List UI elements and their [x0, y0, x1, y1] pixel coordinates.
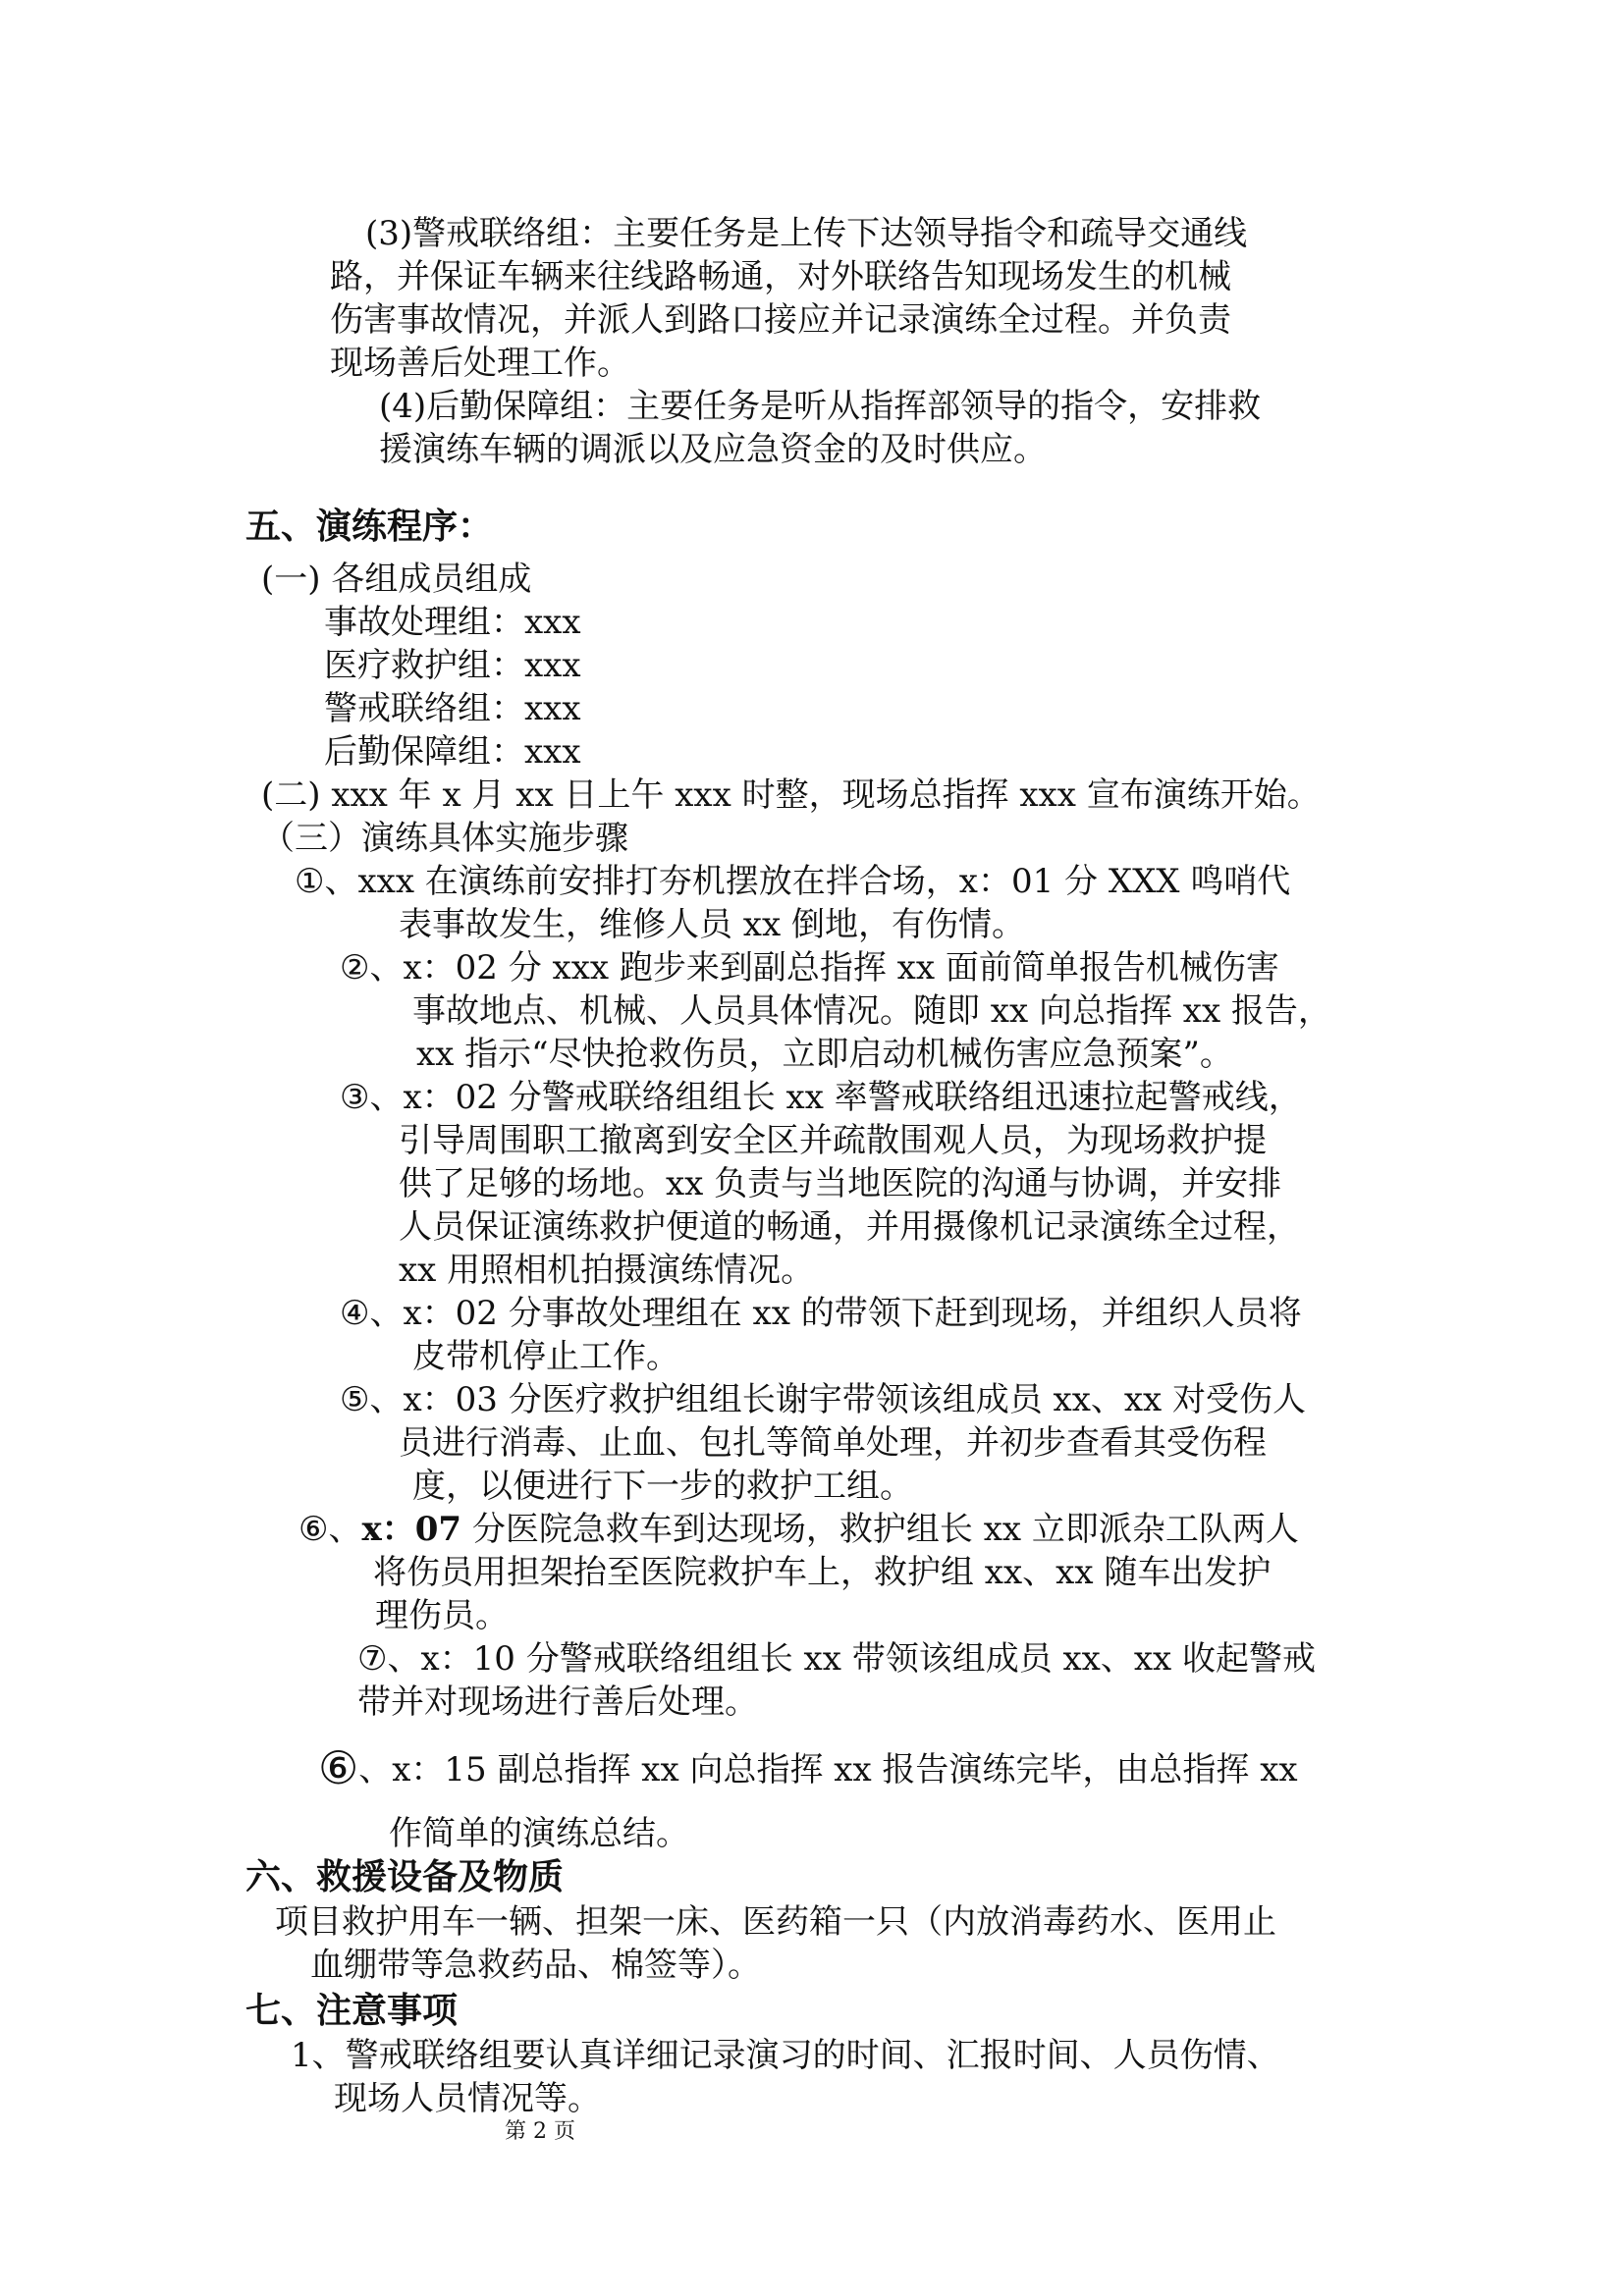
step-7-line-2: 带并对现场进行善后处理。	[357, 1682, 758, 1722]
step-5-line-2: 员进行消毒、止血、包扎等简单处理，并初步查看其受伤程	[399, 1423, 1267, 1463]
section-7-heading: 七、注意事项	[245, 1991, 459, 2031]
section-7-item-1-line-1: 1、警戒联络组要认真详细记录演习的时间、汇报时间、人员伤情、	[291, 2036, 1280, 2075]
section-6-heading: 六、救援设备及物质	[245, 1857, 565, 1897]
member-accident-group: 事故处理组：xxx	[324, 603, 581, 642]
step-6-line-1	[298, 1508, 1299, 1551]
step-8-line-1-rest: 、x：15 副总指挥 xx 向总指挥 xx 报告演练完毕，由总指挥 xx	[358, 1750, 1298, 1789]
section-7-item-1-line-2: 现场人员情况等。	[334, 2079, 601, 2118]
step-3-line-1: ③、x：02 分警戒联络组组长 xx 率警戒联络组迅速拉起警戒线，	[340, 1078, 1302, 1117]
logistics-group-line-2: 援演练车辆的调派以及应急资金的及时供应。	[379, 430, 1047, 469]
step-8-line-1	[318, 1743, 1298, 1794]
section-5-sub-2: (二) xxx 年 x 月 xx 日上午 xxx 时整，现场总指挥 xxx 宣布演练开始。	[261, 775, 1321, 815]
step-1-line-1: ①、xxx 在演练前安排打夯机摆放在拌合场，x：01 分 XXX 鸣哨代	[295, 862, 1291, 901]
step-7-line-1: ⑦、x：10 分警戒联络组组长 xx 带领该组成员 xx、xx 收起警戒	[357, 1639, 1317, 1679]
step-3-line-2: 引导周围职工撤离到安全区并疏散围观人员，为现场救护提	[399, 1121, 1267, 1160]
alert-group-line-3: 伤害事故情况，并派人到路口接应并记录演练全过程。并负责	[330, 300, 1231, 340]
member-alert-group: 警戒联络组：xxx	[324, 689, 581, 728]
alert-group-line-1: (3)警戒联络组：主要任务是上传下达领导指令和疏导交通线	[365, 214, 1248, 253]
section-6-line-1: 项目救护用车一辆、担架一床、医药箱一只（内放消毒药水、医用止	[275, 1902, 1276, 1942]
page-number: 第 2 页	[505, 2119, 575, 2144]
step-8-mark: ⑥	[318, 1741, 359, 1794]
step-6-time: x：07	[361, 1510, 462, 1549]
step-2-line-2: 事故地点、机械、人员具体情况。随即 xx 向总指挥 xx 报告，	[412, 991, 1331, 1031]
step-3-line-4: 人员保证演练救护便道的畅通，并用摄像机记录演练全过程，	[399, 1207, 1300, 1247]
section-6-line-2: 血绷带等急救药品、棉签等）。	[310, 1946, 761, 1985]
step-6-mark: ⑥、	[298, 1510, 362, 1549]
step-3-line-5: xx 用照相机拍摄演练情况。	[399, 1251, 815, 1290]
step-5-line-3: 度，以便进行下一步的救护工组。	[412, 1467, 913, 1506]
section-5-heading: 五、演练程序：	[245, 507, 494, 547]
member-medical-group: 医疗救护组：xxx	[324, 646, 581, 685]
section-5-sub-1: (一) 各组成员组成	[261, 560, 532, 599]
step-4-line-1: ④、x：02 分事故处理组在 xx 的带领下赶到现场，并组织人员将	[340, 1294, 1302, 1333]
member-logistics-group: 后勤保障组：xxx	[324, 732, 581, 772]
step-2-line-3: xx 指示“尽快抢救伤员，立即启动机械伤害应急预案”。	[416, 1035, 1233, 1074]
step-5-line-1: ⑤、x：03 分医疗救护组组长谢宇带领该组成员 xx、xx 对受伤人	[340, 1380, 1307, 1419]
step-6-line-1-rest: 分医院急救车到达现场，救护组长 xx 立即派杂工队两人	[461, 1510, 1299, 1549]
step-2-line-1: ②、x：02 分 xxx 跑步来到副总指挥 xx 面前简单报告机械伤害	[340, 948, 1279, 988]
step-6-line-2: 将伤员用担架抬至医院救护车上，救护组 xx、xx 随车出发护	[373, 1553, 1272, 1592]
step-1-line-2: 表事故发生，维修人员 xx 倒地，有伤情。	[399, 905, 1025, 944]
logistics-group-line-1: (4)后勤保障组：主要任务是听从指挥部领导的指令，安排救	[379, 387, 1262, 426]
step-4-line-2: 皮带机停止工作。	[412, 1337, 679, 1376]
step-3-line-3: 供了足够的场地。xx 负责与当地医院的沟通与协调，并安排	[399, 1164, 1282, 1203]
step-8-line-2: 作简单的演练总结。	[389, 1814, 689, 1853]
section-5-sub-3: （三）演练具体实施步骤	[261, 819, 628, 858]
step-6-line-3: 理伤员。	[375, 1596, 509, 1635]
alert-group-line-4: 现场善后处理工作。	[330, 344, 630, 383]
alert-group-line-2: 路，并保证车辆来往线路畅通，对外联络告知现场发生的机械	[330, 257, 1231, 296]
